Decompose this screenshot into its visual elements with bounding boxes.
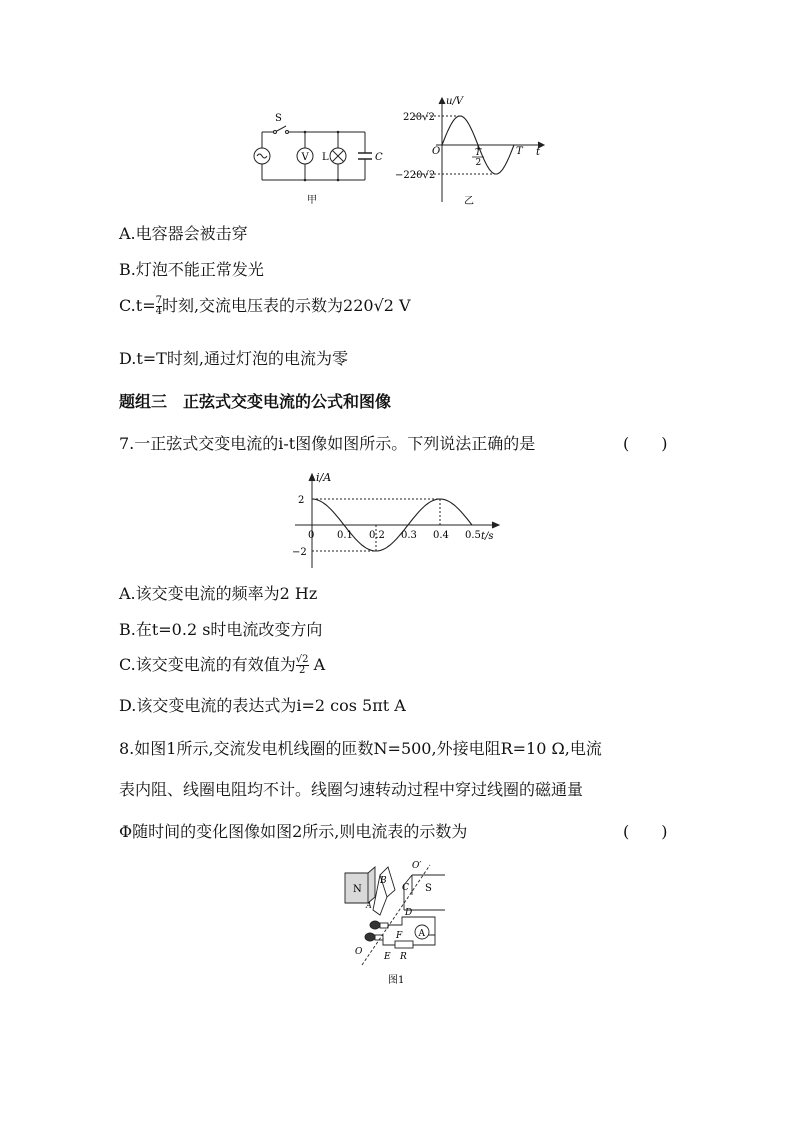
fraction-denominator: 2 xyxy=(298,665,306,676)
q8-answer-paren: ( ) xyxy=(623,822,668,841)
q6-option-c xyxy=(119,293,411,317)
y-tick-label: 2 xyxy=(298,495,305,506)
q7-answer-paren: ( ) xyxy=(623,434,668,453)
t-full-label: T xyxy=(516,146,523,157)
coil-label-d: D xyxy=(405,908,413,918)
axis-label-o-prime: O′ xyxy=(412,861,422,871)
i-axis-label: i/A xyxy=(316,471,332,484)
t-half-denominator: 2 xyxy=(475,158,482,168)
circuit-diagram xyxy=(245,110,395,210)
brush-label-e: E xyxy=(384,952,391,962)
x-tick-label: 0.3 xyxy=(401,530,417,541)
figure-caption-jia: 甲 xyxy=(307,195,317,206)
axis-label-o: O xyxy=(355,947,363,957)
coil-label-a: A xyxy=(366,901,372,910)
q6-option-c-suffix: 时刻,交流电压表的示数为220√2 V xyxy=(161,296,411,315)
q8-stem-line3: Φ随时间的变化图像如图2所示,则电流表的示数为 xyxy=(119,822,468,841)
ammeter-label: A xyxy=(418,929,425,939)
s-pole-label: S xyxy=(425,883,432,894)
fraction-numerator: 7 xyxy=(155,295,162,306)
resistor-label: R xyxy=(400,952,407,962)
figure-caption-1: 图1 xyxy=(388,975,405,986)
q6-option-d: D.t=T时刻,通过灯泡的电流为零 xyxy=(119,349,348,368)
n-pole-label: N xyxy=(353,884,362,895)
q7-option-c-prefix: C.该交变电流的有效值为 xyxy=(119,655,296,674)
current-time-chart xyxy=(285,470,510,570)
q7-option-a: A.该交变电流的频率为2 Hz xyxy=(119,584,318,603)
x-tick-label: 0 xyxy=(308,530,315,541)
q8-stem-line2: 表内阻、线圈电阻均不计。线圈匀速转动过程中穿过线圈的磁通量 xyxy=(119,780,584,799)
x-tick-label: 0.1 xyxy=(337,530,353,541)
x-tick-label: 0.2 xyxy=(369,530,385,541)
figure-caption-yi: 乙 xyxy=(464,196,474,207)
y-min-label: −220√2 xyxy=(395,170,436,181)
q7-option-b: B.在t=0.2 s时电流改变方向 xyxy=(119,620,323,639)
q7-stem: 7.一正弦式交变电流的i-t图像如图所示。下列说法正确的是 xyxy=(119,434,536,453)
voltage-time-graph xyxy=(392,92,552,210)
q6-option-c-prefix: C.t= xyxy=(119,296,156,315)
t-half-numerator: T xyxy=(475,148,482,158)
y-max-label: 220√2 xyxy=(403,112,435,123)
fraction-denominator: 4 xyxy=(155,306,162,317)
origin-label: O xyxy=(432,146,441,157)
q7-option-c xyxy=(119,652,325,676)
x-tick-label: 0.4 xyxy=(433,530,449,541)
brush-label-f: F xyxy=(396,931,403,941)
q8-stem-line1: 8.如图1所示,交流发电机线圈的匝数N=500,外接电阻R=10 Ω,电流 xyxy=(119,739,602,758)
coil-label-c: C xyxy=(402,883,409,893)
coil-label-b: B xyxy=(380,876,387,886)
t-axis-label: t xyxy=(536,147,541,158)
lamp-label: L xyxy=(322,152,329,163)
generator-figure xyxy=(340,855,455,990)
switch-label: S xyxy=(275,113,282,124)
q7-option-d: D.该交变电流的表达式为i=2 cos 5πt A xyxy=(119,696,406,715)
q7-option-c-suffix: A xyxy=(308,655,326,674)
x-tick-label: 0.5 xyxy=(465,530,481,541)
capacitor-label: C xyxy=(375,152,383,163)
q6-option-b: B.灯泡不能正常发光 xyxy=(119,260,264,279)
y-tick-label: −2 xyxy=(292,547,307,558)
q6-option-a: A.电容器会被击穿 xyxy=(119,224,248,243)
fraction-numerator: √2 xyxy=(295,654,309,665)
q7-option-c-fraction xyxy=(296,655,309,676)
t-axis-label: t/s xyxy=(481,531,494,542)
section-title: 题组三 正弦式交变电流的公式和图像 xyxy=(119,392,392,411)
voltmeter-label: V xyxy=(301,152,309,163)
u-axis-label: u/V xyxy=(446,96,464,107)
